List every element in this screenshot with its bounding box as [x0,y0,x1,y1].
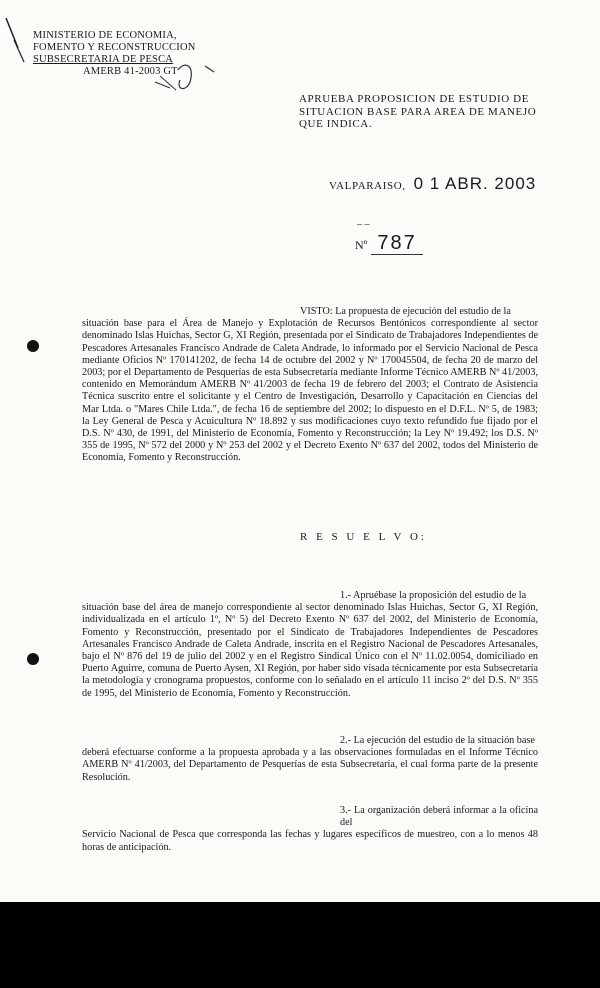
header-ministry-2: FOMENTO Y RECONSTRUCCION [33,42,196,53]
resolution-item-2 [82,735,538,784]
resolution-3-lead: 3.- La organización deberá informar a la oficina del [340,805,538,829]
visto-body: situación base para el Área de Manejo y Explotación de Recursos Bentónicos correspondiente al sector denominado Islas Huichas, Sector G, XI Región, presentada por el Sindicato de Trabajadores Independientes de Pescadores Artesanales Francisco Andrade de Caleta Andrade, lo informado por el Servicio Nacional de Pesca mediante Oficios Nº 170141202, de fecha 14 de octubre del 2002 y Nº 170045504, de fecha 20 de marzo del 2003; por el Departamento de Pesquerías de esta Subsecretaría mediante Informe Técnico AMERB Nº 41/2003, contenido en Memorándum AMERB Nº 41/2003 de fecha 19 de febrero del 2003; el Contrato de Asistencia Técnica suscrito entre el solicitante y el Centro de Investigación, Desarrollo y Capacitación en Ciencias del Mar Ltda. o "Mares Chile Ltda.", de fecha 16 de septiembre del 2002; lo dispuesto en el D.F.L. Nº 5, de 1983; la Ley General de Pesca y Acuicultura Nº 18.892 y sus modificaciones cuyo texto refundido fue fijado por el D.S. Nº 430, de 1991, del Ministerio de Economía, Fomento y Reconstrucción; la Ley Nº 19.492; los D.S. Nº 355 de 1995, Nº 572 del 2000 y Nº 253 del 2002 y el Decreto Exento Nº 637 del 2002, todos del Ministerio de Economía, Fomento y Reconstrucción. [82,318,538,464]
resolution-2-lead: 2.- La ejecución del estudio de la situación base [340,735,535,746]
header-subsecretaria: SUBSECRETARIA DE PESCA [33,54,174,65]
dateline [329,174,536,194]
resolution-item-3 [82,805,538,854]
date-stamp: 0 1 ABR. 2003 [413,174,537,193]
document-subject: APRUEBA PROPOSICION DE ESTUDIO DE SITUACION BASE PARA AREA DE MANEJO QUE INDICA. [299,93,537,130]
resolution-1-body: situación base del área de manejo correspondiente al sector denominado Islas Huichas, Sector G, XI Región, individualizada en el artículo 1º, Nº 5) del Decreto Exento Nº 637 del 2002, del Ministerio de Economía, Fomento y Reconstrucción, presentado por el Sindicato de Trabajadores Independientes de Pescadores Artesanales Francisco Andrade de Caleta Andrade, inscrita en el Registro Nacional de Pescadores Artesanales, bajo el Nº 876 del 19 de julio del 2002 y en el Registro Sindical Único con el Nº 11.02.0054, domiciliado en Puerto Aguirre, comuna de Puerto Aysen, XI Región, por haber sido visada técnicamente por esta Subsecretaría la metodología y cronograma propuestos, conforme con lo señalado en el artículo 11 inciso 2º del D.S. Nº 355 de 1995, del Ministerio de Economía, Fomento y Reconstrucción. [82,602,538,699]
ministry-header [33,30,196,78]
resuelvo-heading: R E S U E L V O: [300,531,427,543]
resolution-item-1 [82,590,538,700]
number-value: 787 [371,232,422,255]
resolution-2-body: deberá efectuarse conforme a la propuesta aprobada y a las observaciones formuladas en el Informe Técnico AMERB Nº 41/2003, del Departamento de Pesquerías de esta Subsecretaría, el cual forma parte de la presente Resolución. [82,747,538,783]
dateline-city: VALPARAISO, [329,180,406,192]
punch-hole [27,340,39,352]
resolution-1-lead: 1.- Apruébase la proposición del estudio de la [340,590,527,601]
visto-paragraph [82,306,538,465]
number-dash-mark: – – [357,219,370,230]
header-reference: AMERB 41-2003 GT [83,66,178,77]
resolution-3-body: Servicio Nacional de Pesca que corresponda las fechas y lugares específicos de muestreo, con a lo menos 48 horas de anticipación. [82,829,538,853]
header-ministry: MINISTERIO DE ECONOMIA, [33,30,177,41]
punch-hole [27,653,39,665]
visto-lead: VISTO: La propuesta de ejecución del estudio de la [300,306,511,317]
number-label: Nº [355,238,368,252]
resolution-number [355,232,423,255]
